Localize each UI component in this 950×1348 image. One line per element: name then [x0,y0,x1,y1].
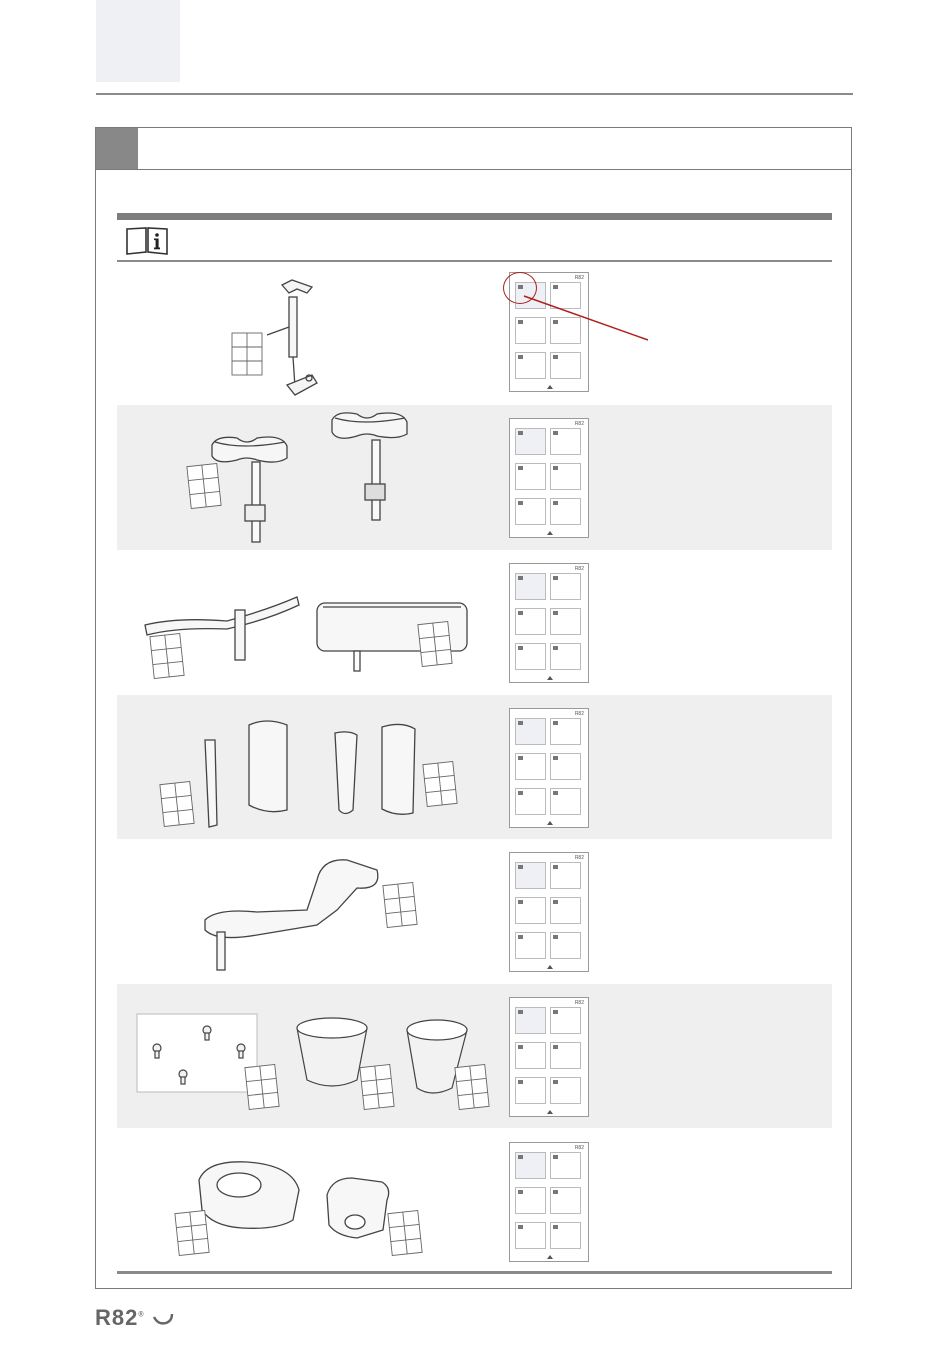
thumbnail-cell [550,1007,581,1034]
thumbnail-cell [515,463,546,490]
thumbnail-cell [550,718,581,745]
thumbnail-cell [515,932,546,959]
thumbnail-cell [550,498,581,525]
table-top-rule [117,213,832,220]
thumbnail-page-marker [547,676,553,680]
thumbnail-cell [550,608,581,635]
thumbnail-cell [550,1222,581,1249]
thumbnail-page-marker [547,385,553,389]
thumbnail-cell [515,1042,546,1069]
thumbnail-logo: R82 [574,711,584,717]
thumbnail-page-marker [547,1255,553,1259]
section-marker [96,128,138,169]
thumbnail-cell [515,788,546,815]
thumbnail-logo: R82 [574,421,584,427]
illustration-screws-potty-bowls [117,1000,497,1120]
illustration-handlebar-backrest [117,565,497,685]
thumbnail-cell [515,753,546,780]
thumbnail-cell [515,1187,546,1214]
illustration-tray-table [117,850,497,980]
thumbnail-cell [550,932,581,959]
thumbnail-cell [515,1077,546,1104]
document-thumbnail [509,563,589,683]
thumbnail-cell [550,428,581,455]
thumbnail-cell [550,643,581,670]
document-thumbnail [509,852,589,972]
document-thumbnail [509,1142,589,1262]
illustration-seat-cushion-abduction-block [117,1150,497,1265]
thumbnail-logo: R82 [574,1145,584,1151]
thumbnail-cell [550,897,581,924]
thumbnail-cell [550,862,581,889]
thumbnail-cell [550,1042,581,1069]
thumbnail-cell [515,897,546,924]
brand-logo: R82® [95,1305,174,1331]
thumbnail-logo: R82 [574,855,584,861]
top-rule [96,93,853,95]
thumbnail-cell [515,643,546,670]
thumbnail-logo: R82 [574,566,584,572]
thumbnail-cell [550,1152,581,1179]
thumbnail-page-marker [547,965,553,969]
thumbnail-cell [515,608,546,635]
header-rule [117,260,832,262]
thumbnail-cell [515,352,546,379]
section-header [96,128,851,170]
book-info-icon [125,226,169,256]
thumbnail-cell [550,788,581,815]
thumbnail-cell [550,317,581,344]
thumbnail-cell [515,498,546,525]
thumbnail-cell [550,753,581,780]
thumbnail-logo: R82 [574,275,584,281]
thumbnail-cell [550,1187,581,1214]
thumbnail-page-marker [547,821,553,825]
thumbnail-cell [550,573,581,600]
thumbnail-cell [515,428,546,455]
thumbnail-logo: R82 [574,1000,584,1006]
corner-tab [96,0,180,82]
callout-circle [503,272,537,304]
thumbnail-cell [515,1152,546,1179]
thumbnail-cell [550,352,581,379]
thumbnail-cell [550,282,581,309]
thumbnail-page-marker [547,531,553,535]
thumbnail-cell [550,1077,581,1104]
thumbnail-cell [515,718,546,745]
illustration-lateral-supports [117,705,497,835]
thumbnail-cell [515,1007,546,1034]
brand-logo-text: R82 [95,1305,139,1330]
thumbnail-cell [515,862,546,889]
thumbnail-cell [515,573,546,600]
thumbnail-cell [515,1222,546,1249]
illustration-head-support-bracket [117,275,497,403]
brand-swoosh-icon [152,1311,174,1327]
document-thumbnail [509,418,589,538]
thumbnail-cell [550,463,581,490]
illustration-headrest-variants [117,410,497,545]
document-thumbnail [509,997,589,1117]
thumbnail-cell [515,317,546,344]
thumbnail-page-marker [547,1110,553,1114]
table-bottom-rule [117,1271,832,1274]
document-thumbnail [509,708,589,828]
